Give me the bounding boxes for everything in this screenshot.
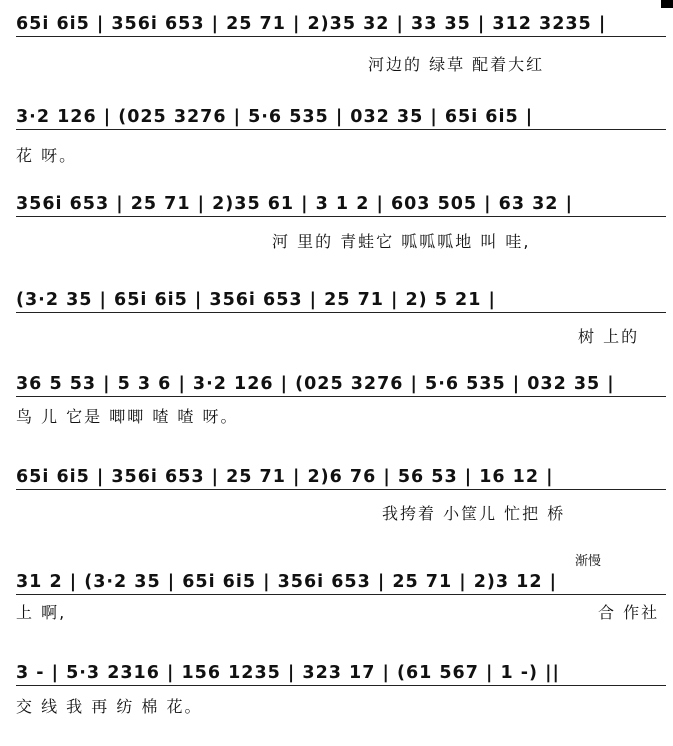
system-3 (0, 188, 673, 268)
beam-underline (16, 36, 666, 42)
lyrics-line: 河边的 绿草 配着大红 (368, 55, 545, 74)
lyrics-line: 上 啊, (16, 603, 67, 622)
notation-line: 65i 6i5 | 356i 653 | 25 71 | 2)35 32 | 33 35 | 312 3235 | (16, 14, 607, 34)
lyrics-line: 河 里的 青蛙它 呱呱呱地 叫 哇, (272, 232, 531, 251)
beam-underline (16, 396, 666, 402)
system-8 (0, 657, 673, 737)
beam-underline (16, 129, 666, 135)
lyrics-line: 树 上的 (578, 327, 640, 346)
system-2 (0, 101, 673, 181)
system-5 (0, 368, 673, 448)
notation-line: 3·2 126 | (025 3276 | 5·6 535 | 032 35 | 65i 6i5 | (16, 107, 534, 127)
notation-line: 356i 653 | 25 71 | 2)35 61 | 3 1 2 | 603 505 | 63 32 | (16, 194, 573, 214)
lyrics-line: 鸟 儿 它是 唧唧 喳 喳 呀。 (16, 407, 239, 426)
notation-line: 36 5 53 | 5 3 6 | 3·2 126 | (025 3276 | 5·6 535 | 032 35 | (16, 374, 615, 394)
corner-mark (661, 0, 673, 8)
notation-line: 65i 6i5 | 356i 653 | 25 71 | 2)6 76 | 56 53 | 16 12 | (16, 467, 554, 487)
notation-line: 3 - | 5·3 2316 | 156 1235 | 323 17 | (61 567 | 1 -) || (16, 663, 560, 683)
lyrics-line: 我挎着 小筐儿 忙把 桥 (382, 504, 566, 523)
beam-underline (16, 685, 666, 691)
lyrics-line-right: 合 作社 (598, 603, 660, 622)
notation-line: 31 2 | (3·2 35 | 65i 6i5 | 356i 653 | 25 71 | 2)3 12 | (16, 572, 557, 592)
system-1 (0, 8, 673, 88)
beam-underline (16, 489, 666, 495)
lyrics-line: 花 呀。 (16, 146, 78, 165)
system-6 (0, 461, 673, 541)
system-7 (0, 566, 673, 646)
beam-underline (16, 216, 666, 222)
notation-line: (3·2 35 | 65i 6i5 | 356i 653 | 25 71 | 2) 5 21 | (16, 290, 496, 310)
beam-underline (16, 312, 666, 318)
tempo-mark: 渐慢 (575, 554, 602, 569)
lyrics-line: 交 线 我 再 纺 棉 花。 (16, 697, 203, 716)
system-4 (0, 284, 673, 364)
